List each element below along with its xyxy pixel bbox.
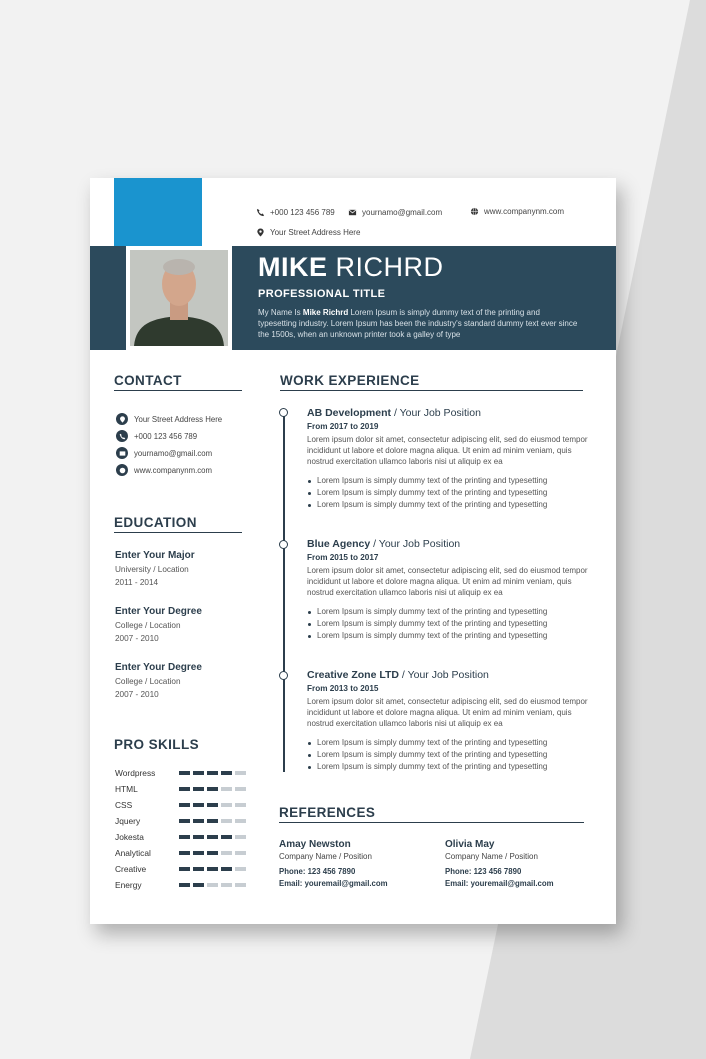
skill-level-segment — [235, 883, 246, 887]
skill-level-segment — [207, 819, 218, 823]
globe-icon — [470, 207, 479, 216]
skill-level-segment — [221, 883, 232, 887]
skill-name: Analytical — [115, 848, 151, 858]
skill-level-segment — [179, 835, 190, 839]
skill-level-segment — [179, 851, 190, 855]
location-pin-icon — [256, 228, 265, 237]
skill-level-segment — [221, 867, 232, 871]
skill-level-segment — [207, 787, 218, 791]
skill-name: HTML — [115, 784, 138, 794]
profile-photo — [130, 250, 228, 346]
last-name: RICHRD — [335, 252, 444, 282]
job-bullets: Lorem Ipsum is simply dummy text of the printing and typesetting Lorem Ipsum is simply dummy text of the printing and typesetting Lorem Ipsum is simply dummy text of the printing and typesetting — [307, 475, 589, 511]
skill-level-segment — [235, 851, 246, 855]
education-item: Enter Your Major University / Location 2011 - 2014 — [115, 550, 195, 587]
job-dates: From 2015 to 2017 — [307, 553, 379, 562]
skill-level-segment — [193, 867, 204, 871]
skill-level-bar — [179, 771, 246, 775]
skill-name: Energy — [115, 880, 142, 890]
header-email: yournamo@gmail.com — [348, 208, 442, 217]
skill-level-segment — [179, 819, 190, 823]
header-website: www.companynm.com — [470, 207, 564, 216]
skill-level-segment — [221, 803, 232, 807]
education-item: Enter Your Degree College / Location 2007 - 2010 — [115, 662, 202, 699]
skill-level-segment — [193, 851, 204, 855]
job-entry: AB Development / Your Job Position From 2017 to 2019 Lorem ipsum dolor sit amet, consectetur adipiscing elit, sed do eiusmod tempor incididunt ut labore et dolore magna aliqua. Ut enim ad minim veniam, quis nostrud exercitation ullamco laboris nisi ut aliquip ex ea Lorem Ipsum is simply dummy text of the printing and typesetting Lorem Ipsum is simply dummy text of the printing and typesetting Lorem Ipsum is simply dummy text of the printing and typesetting — [307, 407, 588, 509]
job-dates: From 2013 to 2015 — [307, 684, 379, 693]
skill-level-bar — [179, 803, 246, 807]
job-description: Lorem ipsum dolor sit amet, consectetur adipiscing elit, sed do eiusmod tempor incididunt ut labore et dolore magna aliqua. Ut enim ad minim veniam, quis nostrud exercitation ullamco laboris nisi ut aliquip ex ea — [307, 435, 588, 466]
phone-icon — [256, 208, 265, 217]
skill-level-bar — [179, 819, 246, 823]
timeline-dot — [279, 671, 288, 680]
skill-level-segment — [207, 883, 218, 887]
skill-level-segment — [193, 835, 204, 839]
skill-level-segment — [179, 787, 190, 791]
skill-level-segment — [193, 803, 204, 807]
skill-level-segment — [235, 867, 246, 871]
contact-address: Your Street Address Here — [116, 413, 222, 425]
job-entry: Creative Zone LTD / Your Job Position From 2013 to 2015 Lorem ipsum dolor sit amet, consectetur adipiscing elit, sed do eiusmod tempor incididunt ut labore et dolore magna aliqua. Ut enim ad minim veniam, quis nostrud exercitation ullamco laboris nisi ut aliquip ex ea Lorem Ipsum is simply dummy text of the printing and typesetting Lorem Ipsum is simply dummy text of the printing and typesetting Lorem Ipsum is simply dummy text of the printing and typesetting — [307, 669, 588, 771]
education-item: Enter Your Degree College / Location 2007 - 2010 — [115, 606, 202, 643]
reference-item: Olivia May Company Name / Position Phone: 123 456 7890 Email: youremail@gmail.com — [445, 839, 554, 888]
header-phone: +000 123 456 789 — [256, 208, 335, 217]
accent-block — [114, 178, 202, 246]
job-entry: Blue Agency / Your Job Position From 2015 to 2017 Lorem ipsum dolor sit amet, consectetur adipiscing elit, sed do eiusmod tempor incididunt ut labore et dolore magna aliqua. Ut enim ad minim veniam, quis nostrud exercitation ullamco laboris nisi ut aliquip ex ea Lorem Ipsum is simply dummy text of the printing and typesetting Lorem Ipsum is simply dummy text of the printing and typesetting Lorem Ipsum is simply dummy text of the printing and typesetting — [307, 538, 588, 640]
skill-name: Wordpress — [115, 768, 156, 778]
skill-level-segment — [207, 867, 218, 871]
job-dates: From 2017 to 2019 — [307, 422, 379, 431]
skill-level-segment — [221, 819, 232, 823]
skill-level-segment — [207, 851, 218, 855]
timeline-dot — [279, 540, 288, 549]
skill-level-segment — [193, 819, 204, 823]
professional-title: PROFESSIONAL TITLE — [258, 288, 386, 300]
skill-level-segment — [193, 787, 204, 791]
timeline-line — [283, 410, 285, 772]
skill-level-segment — [221, 771, 232, 775]
resume-sheet — [90, 178, 616, 924]
references-heading: REFERENCES — [279, 805, 584, 823]
skill-level-bar — [179, 835, 246, 839]
skill-level-segment — [221, 787, 232, 791]
skill-level-segment — [179, 883, 190, 887]
globe-icon — [116, 464, 128, 476]
skill-level-segment — [235, 803, 246, 807]
timeline-dot — [279, 408, 288, 417]
mail-icon — [348, 208, 357, 217]
skill-level-bar — [179, 883, 246, 887]
skill-level-segment — [179, 803, 190, 807]
skill-level-segment — [221, 835, 232, 839]
skill-level-segment — [235, 819, 246, 823]
skill-level-segment — [207, 771, 218, 775]
skill-name: Creative — [115, 864, 147, 874]
mail-icon — [116, 447, 128, 459]
skill-level-segment — [207, 835, 218, 839]
first-name: MIKE — [258, 252, 328, 282]
skill-level-segment — [193, 883, 204, 887]
skill-level-segment — [235, 835, 246, 839]
job-bullets: Lorem Ipsum is simply dummy text of the printing and typesetting Lorem Ipsum is simply dummy text of the printing and typesetting Lorem Ipsum is simply dummy text of the printing and typesetting — [307, 737, 589, 773]
job-company: Blue Agency — [307, 538, 371, 550]
skill-name: Jquery — [115, 816, 141, 826]
job-company: AB Development — [307, 407, 392, 419]
skill-level-segment — [193, 771, 204, 775]
skills-heading: PRO SKILLS — [114, 737, 200, 752]
intro-paragraph: My Name Is Mike Richrd Lorem Ipsum is simply dummy text of the printing and typesetting industry. Lorem Ipsum has been the industry's standard dummy text ever since the 1500s, when an unknown printer took a galley of type — [258, 308, 578, 339]
skill-level-segment — [235, 787, 246, 791]
contact-heading: CONTACT — [114, 373, 242, 391]
skill-level-segment — [179, 771, 190, 775]
job-description: Lorem ipsum dolor sit amet, consectetur adipiscing elit, sed do eiusmod tempor incididunt ut labore et dolore magna aliqua. Ut enim ad minim veniam, quis nostrud exercitation ullamco laboris nisi ut aliquip ex ea — [307, 697, 588, 728]
reference-item: Amay Newston Company Name / Position Phone: 123 456 7890 Email: youremail@gmail.com — [279, 839, 388, 888]
location-pin-icon — [116, 413, 128, 425]
person-silhouette-icon — [130, 250, 228, 346]
skill-level-segment — [221, 851, 232, 855]
work-experience-heading: WORK EXPERIENCE — [280, 373, 583, 391]
job-company: Creative Zone LTD — [307, 669, 399, 681]
education-heading: EDUCATION — [114, 515, 242, 533]
contact-email: yournamo@gmail.com — [116, 447, 212, 459]
header-address: Your Street Address Here — [256, 228, 360, 237]
skill-level-segment — [179, 867, 190, 871]
skill-level-segment — [235, 771, 246, 775]
job-description: Lorem ipsum dolor sit amet, consectetur adipiscing elit, sed do eiusmod tempor incididunt ut labore et dolore magna aliqua. Ut enim ad minim veniam, quis nostrud exercitation ullamco laboris nisi ut aliquip ex ea — [307, 566, 588, 597]
phone-icon — [116, 430, 128, 442]
contact-phone: +000 123 456 789 — [116, 430, 197, 442]
full-name — [258, 252, 444, 283]
job-bullets: Lorem Ipsum is simply dummy text of the printing and typesetting Lorem Ipsum is simply dummy text of the printing and typesetting Lorem Ipsum is simply dummy text of the printing and typesetting — [307, 606, 589, 642]
contact-website: www.companynm.com — [116, 464, 212, 476]
skill-name: CSS — [115, 800, 133, 810]
skill-level-bar — [179, 851, 246, 855]
skill-level-bar — [179, 787, 246, 791]
skill-level-segment — [207, 803, 218, 807]
skill-name: Jokesta — [115, 832, 144, 842]
skill-level-bar — [179, 867, 246, 871]
